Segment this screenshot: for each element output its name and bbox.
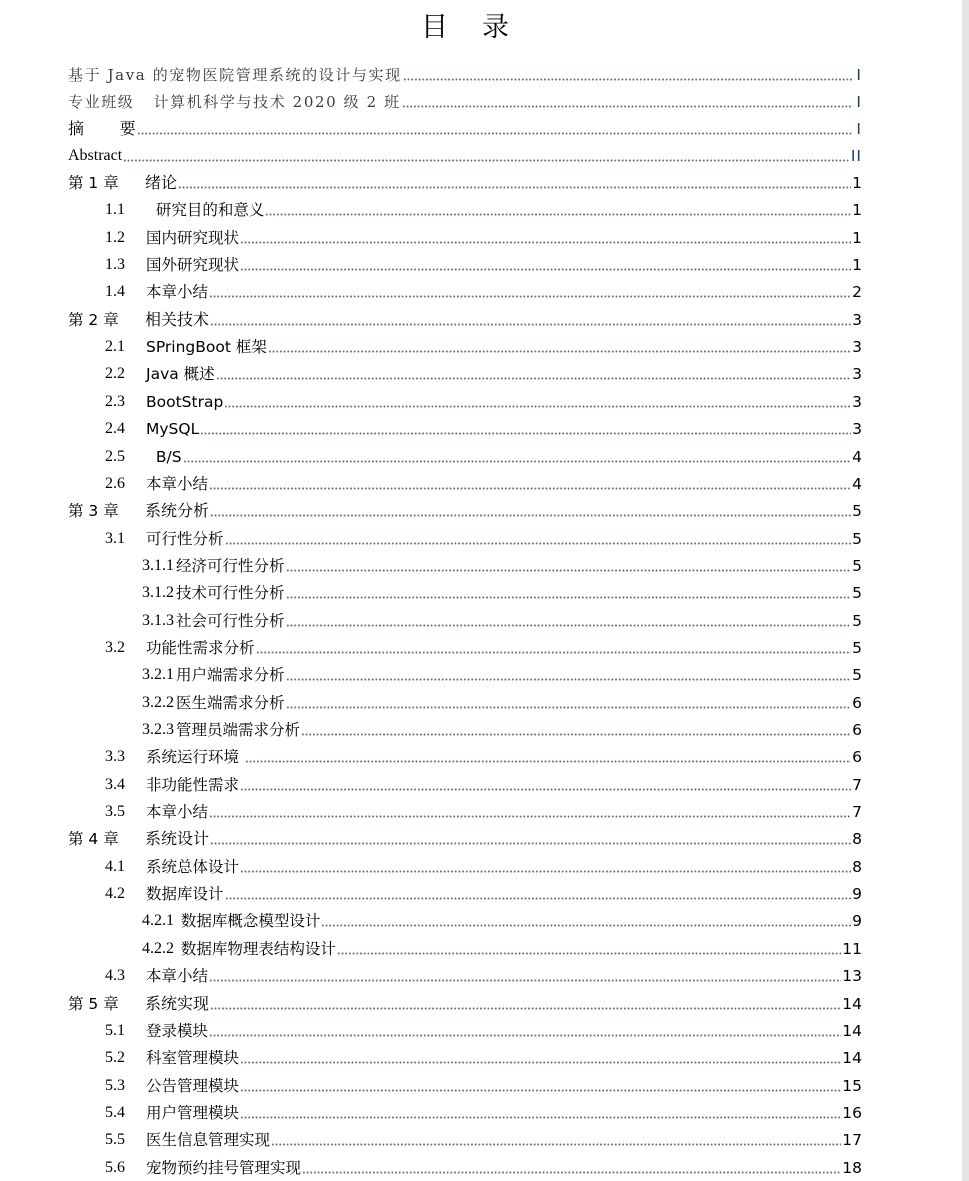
dot-leader: [137, 132, 853, 135]
toc-page-number: 5: [852, 666, 862, 684]
toc-title: [0, 8, 930, 48]
toc-entry-number: 1.1: [105, 201, 125, 218]
toc-page-number: 3: [852, 365, 862, 383]
dot-leader: [286, 678, 852, 681]
toc-entry-title: 数据库物理表结构设计: [176, 940, 336, 958]
toc-section-entry[interactable]: [105, 1151, 862, 1178]
toc-section-entry[interactable]: [105, 440, 862, 467]
toc-section-entry[interactable]: [105, 412, 862, 439]
toc-entry-title: 医生端需求分析: [176, 694, 285, 712]
toc-entry-title: 数据库设计: [146, 885, 224, 903]
toc-page-number: 16: [842, 1104, 862, 1122]
toc-entry-title: 医生信息管理实现: [146, 1131, 271, 1149]
toc-entry-number: 4.2: [105, 885, 125, 902]
toc-subsection-entry[interactable]: [142, 932, 862, 959]
dot-leader: [216, 377, 851, 380]
toc-entry-number: 5.3: [105, 1077, 125, 1094]
toc-chapter-entry[interactable]: [68, 166, 862, 193]
toc-entry-title: 管理员端需求分析: [176, 721, 301, 739]
toc-page-number: 18: [842, 1159, 862, 1177]
toc-entry-number: 3.1.1: [142, 557, 174, 574]
dot-leader: [268, 350, 851, 353]
toc-chapter-entry[interactable]: [68, 987, 862, 1014]
toc-section-entry[interactable]: [105, 385, 862, 412]
toc-entry-title: 登录模块: [146, 1022, 209, 1040]
toc-section-entry[interactable]: [105, 1041, 862, 1068]
toc-section-entry[interactable]: [105, 1069, 862, 1096]
toc-entry-title: 本章小结: [146, 475, 209, 493]
toc-entry-title: 系统分析: [145, 501, 210, 520]
toc-entry-abstract-en[interactable]: [68, 139, 862, 166]
dot-leader: [240, 1116, 841, 1119]
toc-entry-title: 本章小结: [146, 967, 209, 985]
toc-entry-title: SPringBoot 框架: [146, 338, 267, 356]
toc-section-entry[interactable]: [105, 275, 862, 302]
toc-entry-title: 用户管理模块: [146, 1104, 240, 1122]
toc-entry-abstract-cn[interactable]: [68, 112, 862, 139]
toc-page-number: 1: [852, 201, 862, 219]
toc-section-entry[interactable]: [105, 631, 862, 658]
toc-entry-title: 经济可行性分析: [176, 557, 285, 575]
toc-page-number: I: [856, 120, 862, 138]
toc-chapter-entry[interactable]: [68, 494, 862, 521]
toc-page-number: 5: [852, 557, 862, 575]
toc-page-number: 3: [852, 393, 862, 411]
toc-entry-number: 2.1: [105, 338, 125, 355]
dot-leader: [337, 952, 841, 955]
toc-subsection-entry[interactable]: [142, 604, 862, 631]
toc-page-number: II: [850, 147, 862, 165]
toc-entry-title: 本章小结: [146, 803, 209, 821]
toc-entry-title: 用户端需求分析: [176, 666, 285, 684]
toc-section-entry[interactable]: [105, 959, 862, 986]
dot-leader: [200, 432, 851, 435]
dot-leader: [301, 733, 851, 736]
dot-leader: [224, 405, 851, 408]
toc-entry-number: 3.3: [105, 748, 125, 765]
toc-page-number: 2: [852, 283, 862, 301]
toc-section-entry[interactable]: [105, 1014, 862, 1041]
toc-page-number: 8: [852, 858, 862, 876]
toc-entry-number: 3.5: [105, 803, 125, 820]
toc-entry-title: 功能性需求分析: [146, 639, 255, 657]
toc-entry-title: 技术可行性分析: [176, 584, 285, 602]
toc-entry-number: 3.2.1: [142, 666, 174, 683]
toc-section-entry[interactable]: [105, 248, 862, 275]
toc-page-number: 5: [852, 639, 862, 657]
toc-page-number: 14: [842, 995, 862, 1013]
toc-entry-number: 3.1: [105, 530, 125, 547]
dot-leader: [240, 788, 851, 791]
dot-leader: [225, 542, 852, 545]
toc-subsection-entry[interactable]: [142, 576, 862, 603]
toc-page-number: 1: [852, 174, 862, 192]
toc-title-char-1: 目: [421, 12, 448, 43]
dot-leader: [271, 1143, 841, 1146]
toc-chapter-entry[interactable]: [68, 822, 862, 849]
toc-entry-title: 系统运行环境: [146, 748, 244, 766]
dot-leader: [209, 979, 841, 982]
toc-page-number: 6: [852, 721, 862, 739]
toc-section-entry[interactable]: [105, 193, 862, 220]
toc-entry-number: 1.2: [105, 229, 125, 246]
dot-leader: [302, 1171, 841, 1174]
toc-section-entry[interactable]: [105, 1096, 862, 1123]
toc-entry-title: MySQL: [146, 420, 200, 438]
toc-page-number: 9: [852, 885, 862, 903]
toc-page-number: I: [856, 93, 862, 111]
toc-entry-number: 1.3: [105, 256, 125, 273]
toc-entry-label: Abstract: [68, 147, 123, 164]
toc-page-number: 5: [852, 612, 862, 630]
toc-page-number: 14: [842, 1022, 862, 1040]
toc-entry-label: 专业班级 计算机科学与技术 2020 级 2 班: [68, 93, 401, 111]
toc-entry-title: 绪论: [145, 173, 178, 192]
toc-page-number: 3: [852, 420, 862, 438]
toc-section-entry[interactable]: [105, 357, 862, 384]
dot-leader: [321, 924, 851, 927]
toc-section-entry[interactable]: [105, 768, 862, 795]
dot-leader: [240, 241, 851, 244]
toc-section-entry[interactable]: [105, 330, 862, 357]
toc-page-number: 7: [852, 803, 862, 821]
toc-subsection-entry[interactable]: [142, 658, 862, 685]
toc-entry-number: 3.1.2: [142, 584, 174, 601]
toc-entry-title: 科室管理模块: [146, 1049, 240, 1067]
toc-entry-number: 3.4: [105, 776, 125, 793]
toc-entry-label: 基于 Java 的宠物医院管理系统的设计与实现: [68, 66, 402, 84]
dot-leader: [286, 706, 852, 709]
toc-page-number: 15: [842, 1077, 862, 1095]
dot-leader: [209, 815, 851, 818]
toc-section-entry[interactable]: [105, 795, 862, 822]
toc-page-number: 14: [842, 1049, 862, 1067]
toc-entry-number: 2.2: [105, 365, 125, 382]
toc-entry-number: 2.3: [105, 393, 125, 410]
dot-leader: [240, 268, 851, 271]
toc-page-number: 6: [852, 748, 862, 766]
dot-leader: [209, 1034, 841, 1037]
toc-entry-label: 摘 要: [68, 119, 136, 138]
toc-entry-title: 可行性分析: [146, 530, 224, 548]
toc-entry-number: 第 1 章: [68, 174, 119, 192]
toc-page-number: 17: [842, 1131, 862, 1149]
toc-entry-number: 5.6: [105, 1159, 125, 1176]
toc-page-number: 3: [852, 338, 862, 356]
toc-section-entry[interactable]: [105, 221, 862, 248]
toc-entry-number: 4.2.1: [142, 912, 174, 929]
dot-leader: [286, 596, 852, 599]
toc-entry-number: 4.3: [105, 967, 125, 984]
toc-section-entry[interactable]: [105, 467, 862, 494]
toc-entry-number: 5.5: [105, 1131, 125, 1148]
toc-entry-number: 3.2: [105, 639, 125, 656]
toc-page-number: 9: [852, 912, 862, 930]
toc-entry-title: 社会可行性分析: [176, 612, 285, 630]
dot-leader: [210, 842, 851, 845]
toc-entry-number: 5.2: [105, 1049, 125, 1066]
toc-entry-title: 相关技术: [145, 310, 210, 329]
toc-page-number: 1: [852, 256, 862, 274]
toc-entry-title: Java 概述: [146, 365, 215, 383]
dot-leader: [225, 897, 852, 900]
toc-page-number: 5: [852, 530, 862, 548]
toc-subsection-entry[interactable]: [142, 713, 862, 740]
toc-entry-title: 宠物预约挂号管理实现: [146, 1159, 302, 1177]
dot-leader: [245, 760, 851, 763]
toc-section-entry[interactable]: [105, 850, 862, 877]
toc-page-number: 5: [852, 584, 862, 602]
toc-entry-number: 第 3 章: [68, 502, 119, 520]
toc-page-number: 3: [852, 311, 862, 329]
toc-page-number: 4: [852, 448, 862, 466]
toc-entry-number: 4.2.2: [142, 940, 174, 957]
toc-page-number: 4: [852, 475, 862, 493]
toc-entry-title: 国内研究现状: [146, 229, 240, 247]
toc-page-number: 1: [852, 229, 862, 247]
toc-entry-number: 3.2.3: [142, 721, 174, 738]
toc-entry-number: 4.1: [105, 858, 125, 875]
dot-leader: [178, 186, 851, 189]
toc-page-number: 13: [842, 967, 862, 985]
toc-entry-title: 系统总体设计: [146, 858, 240, 876]
toc-section-entry[interactable]: [105, 522, 862, 549]
toc-entry-title: 本章小结: [146, 283, 209, 301]
toc-entry-thesis-title[interactable]: [68, 58, 862, 85]
toc-entry-title: 研究目的和意义: [146, 201, 265, 219]
toc-section-entry[interactable]: [105, 877, 862, 904]
dot-leader: [240, 870, 851, 873]
dot-leader: [265, 213, 851, 216]
toc-subsection-entry[interactable]: [142, 686, 862, 713]
vertical-scrollbar[interactable]: [962, 0, 969, 1181]
toc-entry-title: 系统实现: [145, 994, 210, 1013]
toc-entry-title: B/S: [146, 448, 182, 466]
dot-leader: [286, 624, 852, 627]
dot-leader: [209, 295, 851, 298]
dot-leader: [123, 159, 850, 162]
toc-entry-number: 第 2 章: [68, 311, 119, 329]
toc-page-number: I: [856, 66, 862, 84]
dot-leader: [209, 487, 851, 490]
toc-entry-title: BootStrap: [146, 393, 224, 411]
toc-entry-title: 数据库概念模型设计: [176, 912, 321, 930]
toc-chapter-entry[interactable]: [68, 303, 862, 330]
toc-entry-number: 第 4 章: [68, 830, 119, 848]
toc-entry-title: 系统设计: [145, 829, 210, 848]
toc-entry-class-info[interactable]: [68, 85, 862, 112]
toc-entry-number: 2.6: [105, 475, 125, 492]
toc-entry-number: 3.1.3: [142, 612, 174, 629]
toc-section-entry[interactable]: [105, 740, 862, 767]
toc-page-number: 5: [852, 502, 862, 520]
toc-entry-number: 第 5 章: [68, 995, 119, 1013]
dot-leader: [210, 1007, 841, 1010]
toc-entry-title: 公告管理模块: [146, 1077, 240, 1095]
dot-leader: [210, 323, 851, 326]
toc-subsection-entry[interactable]: [142, 549, 862, 576]
toc-page-number: 11: [842, 940, 862, 958]
dot-leader: [183, 460, 852, 463]
toc-page-number: 8: [852, 830, 862, 848]
toc-entry-number: 2.4: [105, 420, 125, 437]
toc-subsection-entry[interactable]: [142, 904, 862, 931]
toc-entry-number: 5.4: [105, 1104, 125, 1121]
toc-entry-number: 1.4: [105, 283, 125, 300]
dot-leader: [256, 651, 852, 654]
toc-entry-number: 5.1: [105, 1022, 125, 1039]
dot-leader: [210, 514, 851, 517]
dot-leader: [403, 78, 853, 81]
toc-title-char-2: 录: [482, 12, 509, 43]
toc-entry-title: 非功能性需求: [146, 776, 240, 794]
toc-section-entry[interactable]: [105, 1123, 862, 1150]
toc-page-number: 7: [852, 776, 862, 794]
toc-entry-number: 3.2.2: [142, 694, 174, 711]
dot-leader: [402, 105, 853, 108]
dot-leader: [240, 1089, 841, 1092]
toc-entry-title: 国外研究现状: [146, 256, 240, 274]
dot-leader: [240, 1061, 841, 1064]
dot-leader: [286, 569, 852, 572]
toc-entry-number: 2.5: [105, 448, 125, 465]
toc-page-number: 6: [852, 694, 862, 712]
